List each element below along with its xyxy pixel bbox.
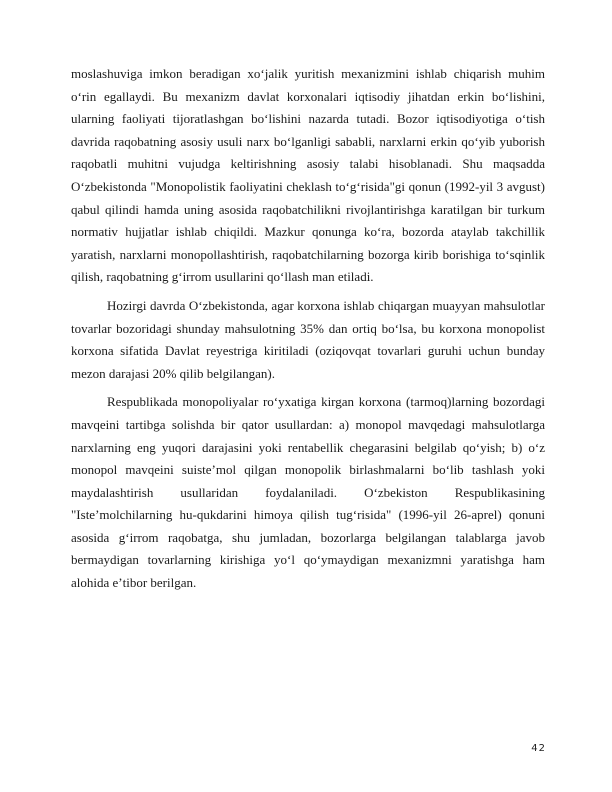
paragraph-1: moslashuviga imkon beradigan xoʻjalik yuritish mexanizmini ishlab chiqarish muhim oʻrin egallaydi. Bu mexanizm davlat korxonalari iqtisodiy jihatdan erkin boʻlishini, ularning faoliyati tijoratlashgan boʻlishini nazarda tutadi. Bozor iqtisodiyotiga oʻtish davrida raqobatning asosiy usuli narx boʻlganligi sababli, narxlarni erkin qoʻyib yuborish raqobatli muhitni vujudga keltirishning asosiy talabi hisoblanadi. Shu maqsadda Oʻzbekistonda "Monopolistik faoliyatini cheklash toʻgʻrisida"gi qonun (1992-yil 3 avgust) qabul qilindi hamda uning asosida raqobatchilikni rivojlantirishga karatilgan bir turkum normativ hujjatlar ishlab chiqildi. Mazkur qonunga koʻra, bozorda ataylab takchillik yaratish, narxlarni monopollashtirish, raqobatchilarning bozorga kirib borishiga toʻsqinlik qilish, raqobatning gʻirrom usullarini qoʻllash man etiladi. bbox=[71, 66, 545, 285]
paragraph-2: Hozirgi davrda Oʻzbekistonda, agar korxona ishlab chiqargan muayyan mahsulotlar tovarlar bozoridagi shunday mahsulotning 35% dan ortiq boʻlsa, bu korxona monopolist korxona sifatida Davlat reyestriga kiritiladi (oziqovqat tovarlari guruhi uchun bunday mezon darajasi 20% qilib belgilangan). bbox=[71, 297, 545, 381]
body-text bbox=[71, 63, 545, 601]
page-number: 42 bbox=[531, 743, 546, 754]
paragraph-3: Respublikada monopoliyalar roʻyxatiga kirgan korxona (tarmoq)larning bozordagi mavqeini tartibga solishda bir qator usullardan: a) monopol mavqedagi mahsulotlarga narxlarning eng yuqori darajasini yoki rentabellik chegarasini belgilab qoʻyish; b) oʻz monopol mavqeini suisteʼmol qilgan monopolik birlashmalarni boʻlib tashlash yoki maydalashtirish usullaridan foydalaniladi. Oʻzbekiston Respublikasining "Isteʼmolchilarning hu-qukdarini himoya qilish tugʻrisida" (1996-yil 26-aprel) qonuni asosida gʻirrom raqobatga, shu jumladan, bozorlarga belgilangan talablarga javob bermaydigan tovarlarning kirishiga yoʻl qoʻymaydigan mexanizmni yaratishga ham alohida eʼtibor berilgan. bbox=[71, 394, 545, 591]
